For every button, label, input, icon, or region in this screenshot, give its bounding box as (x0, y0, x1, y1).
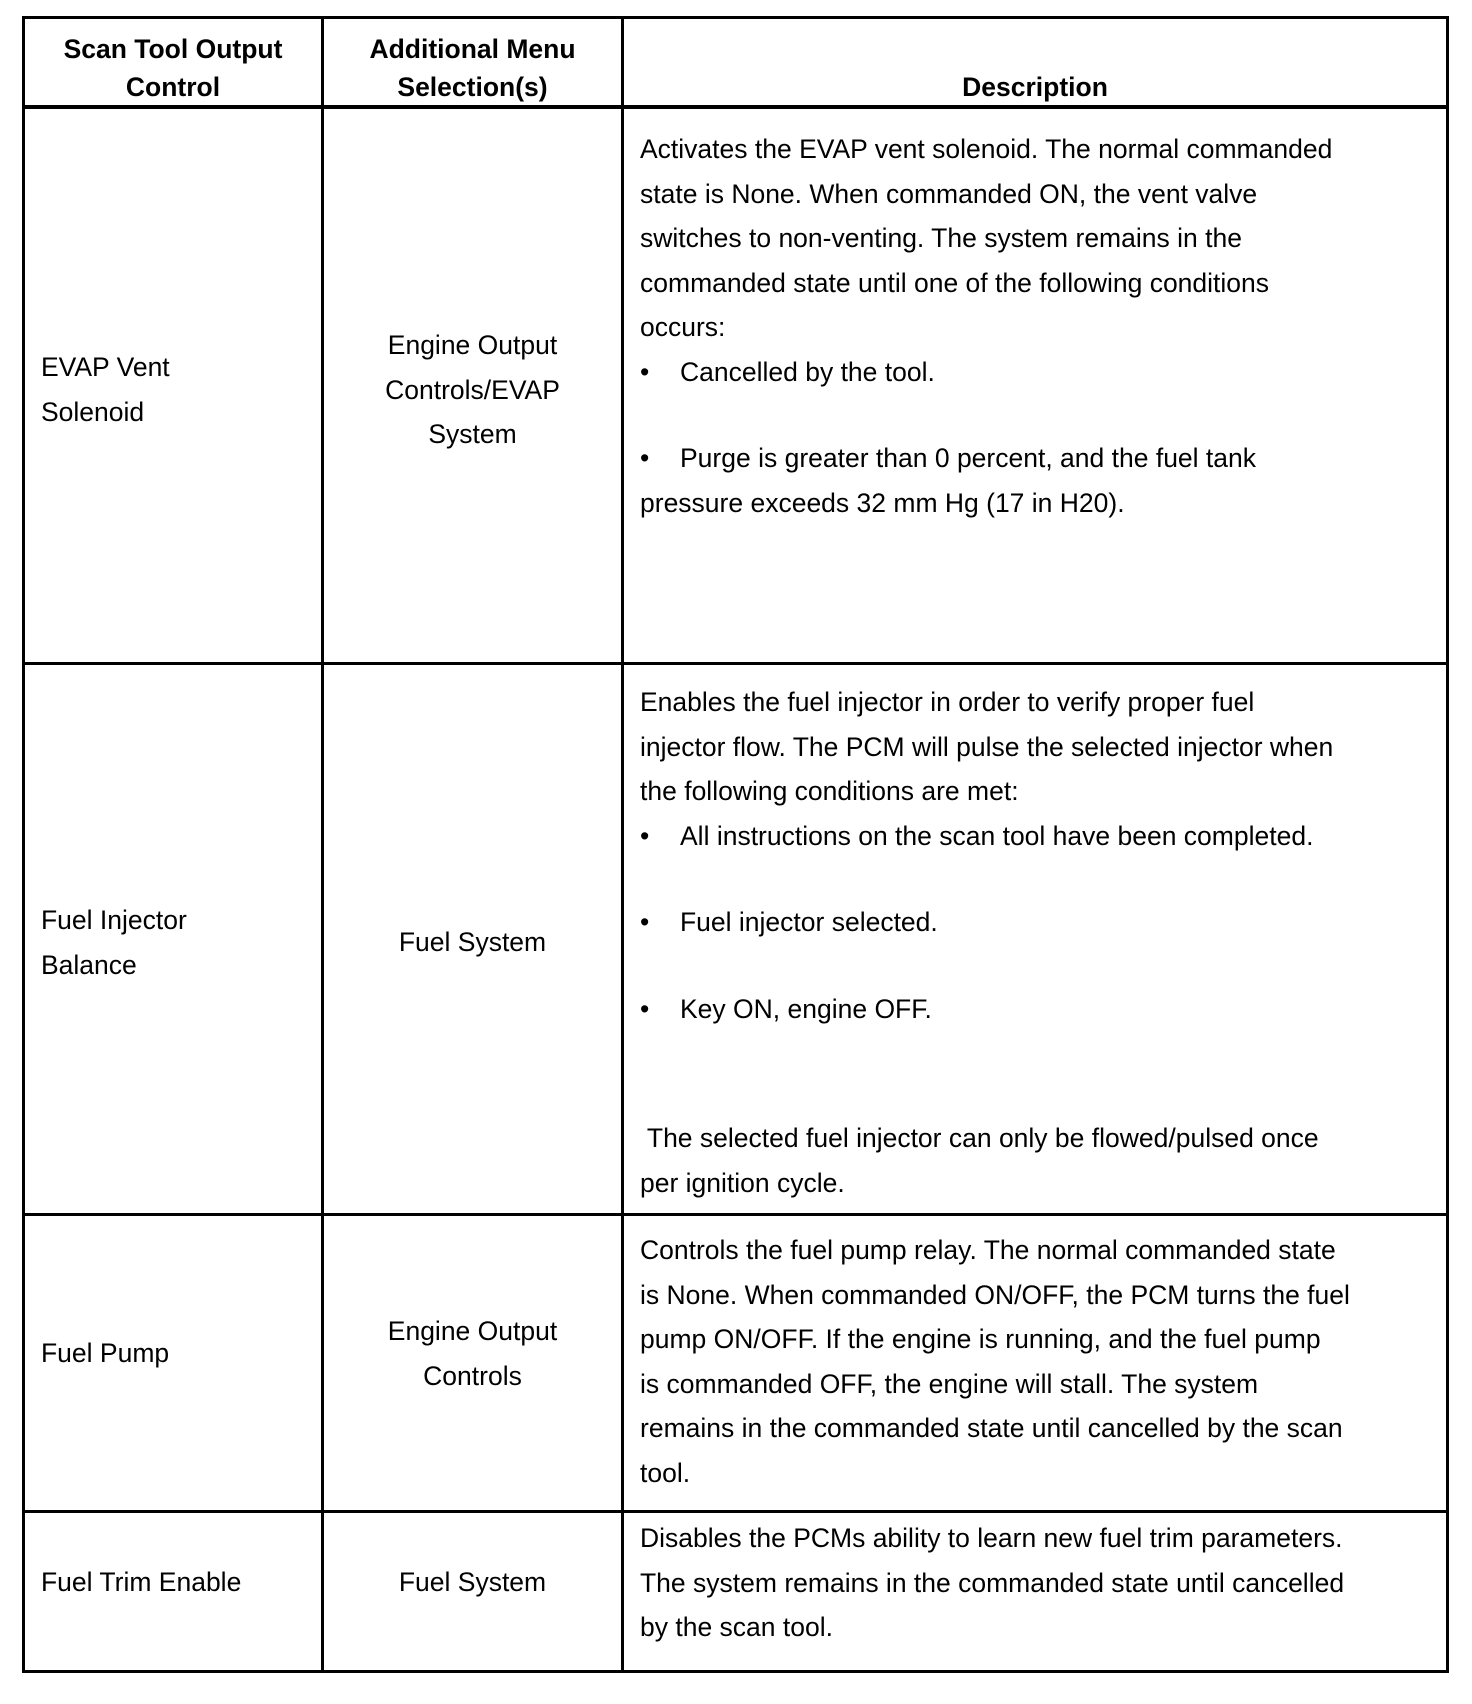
bullet-text: All instructions on the scan tool have been completed. (680, 820, 1314, 851)
description-line: injector flow. The PCM will pulse the selected injector when (640, 731, 1334, 762)
description-line: state is None. When commanded ON, the vent valve (640, 178, 1258, 209)
row-evap-control (41, 345, 311, 434)
row-evap-description (640, 127, 1440, 525)
description-line: commanded state until one of the following conditions (640, 267, 1270, 298)
row-fuel-pump-control (41, 1331, 311, 1376)
description-line: switches to non-venting. The system remains in the (640, 223, 1242, 253)
row-injector-control (41, 898, 311, 987)
row-fuel-trim-description (640, 1516, 1440, 1650)
bullet-item (640, 987, 1440, 1032)
description-line: remains in the commanded state until cancelled by the scan (640, 1413, 1343, 1443)
table-border-top (22, 16, 1449, 19)
bullet-item (640, 350, 1440, 395)
header-additional-menu-selections (324, 30, 621, 106)
bullet-glyph: • (640, 443, 650, 473)
bullet-text: Cancelled by the tool. (680, 356, 935, 387)
column-divider (621, 16, 624, 1673)
header-scan-tool-output-control (25, 30, 321, 106)
description-line: the following conditions are met: (640, 776, 1019, 806)
table-border-right (1446, 16, 1449, 1673)
header-line: Scan Tool Output (63, 34, 283, 64)
menu-line: Engine Output (387, 330, 558, 360)
menu-line: Engine Output (387, 1316, 558, 1346)
control-line: Fuel Injector (41, 905, 187, 935)
control-line: Fuel Trim Enable (41, 1567, 242, 1597)
bullet-text: Key ON, engine OFF. (680, 993, 932, 1024)
description-line: occurs: (640, 312, 726, 342)
row-divider (22, 662, 1449, 665)
menu-line: Controls/EVAP (385, 374, 560, 405)
row-injector-menu (324, 920, 621, 965)
description-line: pressure exceeds 32 mm Hg (17 in H20). (640, 487, 1125, 518)
scan-tool-output-table (22, 16, 1449, 1673)
description-line: Enables the fuel injector in order to verify proper fuel (640, 687, 1255, 717)
menu-line: System (428, 419, 517, 449)
description-line: pump ON/OFF. If the engine is running, and the fuel pump (640, 1324, 1321, 1354)
table-border-left (22, 16, 25, 1673)
control-line: Fuel Pump (41, 1338, 170, 1368)
column-divider (321, 16, 324, 1673)
table-border-bottom (22, 1670, 1449, 1673)
header-description (624, 68, 1446, 106)
row-evap-menu (324, 323, 621, 457)
control-line: Balance (41, 949, 137, 980)
row-divider (22, 1213, 1449, 1216)
row-fuel-trim-control (41, 1560, 321, 1605)
bullet-item (640, 900, 1440, 945)
header-line: Description (962, 72, 1108, 102)
row-fuel-trim-menu (324, 1560, 621, 1605)
bullet-item (640, 436, 1440, 481)
description-line: tool. (640, 1457, 691, 1488)
row-divider (22, 1510, 1449, 1513)
description-line: per ignition cycle. (640, 1167, 845, 1198)
description-line: Controls the fuel pump relay. The normal commanded state (640, 1235, 1336, 1265)
bullet-item (640, 814, 1440, 859)
bullet-text: Fuel injector selected. (680, 907, 938, 937)
description-line: is commanded OFF, the engine will stall. The system (640, 1368, 1259, 1399)
bullet-glyph: • (640, 907, 650, 937)
header-line: Control (125, 72, 221, 102)
row-injector-description (640, 680, 1440, 1205)
control-line: Solenoid (41, 396, 145, 427)
header-line: Selection(s) (397, 72, 548, 102)
description-line: is None. When commanded ON/OFF, the PCM turns the fuel (640, 1279, 1350, 1310)
description-line: by the scan tool. (640, 1612, 833, 1642)
description-line: The selected fuel injector can only be flowed/pulsed once (640, 1123, 1319, 1153)
description-line: The system remains in the commanded state until cancelled (640, 1567, 1345, 1598)
row-fuel-pump-menu (324, 1309, 621, 1398)
menu-line: Fuel System (398, 927, 547, 957)
description-line: Activates the EVAP vent solenoid. The normal commanded (640, 134, 1333, 164)
row-fuel-pump-description (640, 1228, 1440, 1495)
description-line: Disables the PCMs ability to learn new fuel trim parameters. (640, 1523, 1343, 1553)
bullet-glyph: • (640, 993, 650, 1024)
menu-line: Fuel System (398, 1567, 547, 1597)
header-line: Additional Menu (369, 34, 576, 64)
control-line: EVAP Vent (41, 352, 170, 382)
bullet-text: Purge is greater than 0 percent, and the fuel tank (680, 443, 1257, 473)
bullet-glyph: • (640, 820, 650, 851)
menu-line: Controls (423, 1360, 522, 1391)
bullet-glyph: • (640, 356, 650, 387)
